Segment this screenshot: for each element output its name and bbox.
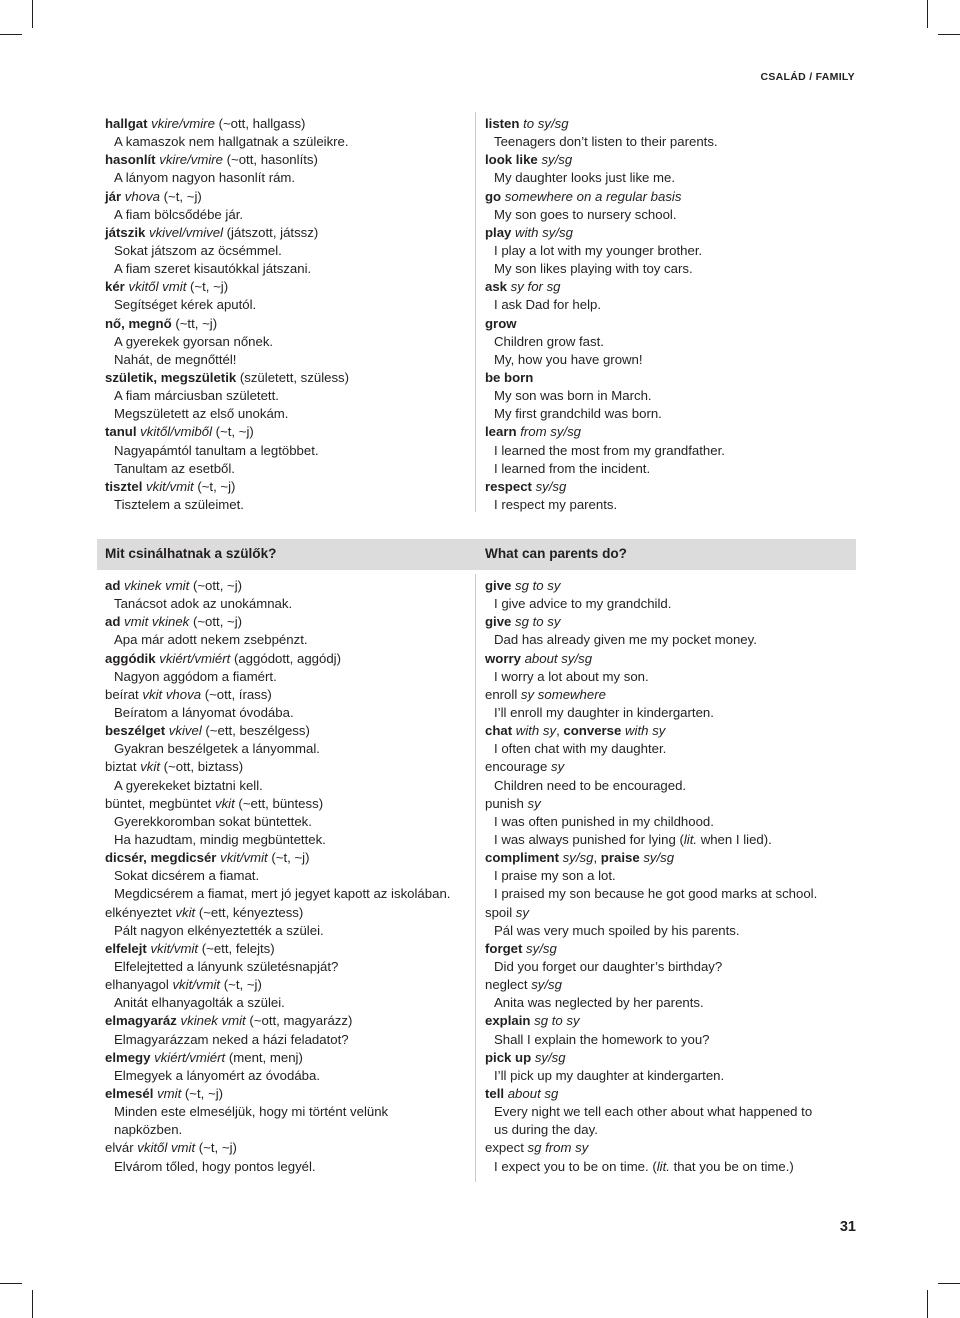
grammar-note: sg to sy (511, 578, 561, 593)
example-sentence: Ha hazudtam, mindig megbüntettek. (114, 831, 326, 847)
headword-entry (485, 1049, 855, 1067)
headword-entry (105, 904, 470, 922)
grammar-note: lit. (656, 1158, 670, 1174)
grammar-note: with sy/sg (511, 224, 573, 240)
section-heading-bar (97, 539, 856, 570)
grammar-note: sy/sg (527, 977, 562, 993)
headword: grow (485, 315, 517, 331)
section1-english-column (485, 115, 855, 514)
example-sentence: Anita was neglected by her parents. (494, 995, 704, 1011)
example-sentence: Nahát, de megnőttél! (114, 351, 237, 367)
headword-entry (105, 940, 470, 958)
inflection-text: (~ott, ~j) (189, 614, 243, 630)
example-sentence: I’ll enroll my daughter in kindergarten. (494, 704, 714, 720)
grammar-note: vkinek vmit (176, 1013, 246, 1029)
headword-entry (485, 478, 855, 496)
inflection-text: (~ott, írass) (201, 686, 272, 702)
headword-entry (105, 224, 470, 242)
example-sentence: Apa már adott nekem zsebpénzt. (114, 632, 308, 648)
inflection-text: neglect (485, 977, 528, 993)
example-sentence: Minden este elmeséljük, hogy mi történt velünk (114, 1104, 389, 1120)
grammar-note: vkit/vmit (216, 850, 268, 866)
example-sentence: A gyerekek gyorsan nőnek. (114, 333, 274, 349)
example-sentence: I praise my son a lot. (494, 868, 616, 884)
grammar-note: sy/sg (522, 940, 557, 956)
example-sentence: Pált nagyon elkényeztették a szülei. (114, 922, 324, 938)
example-sentence: I respect my parents. (494, 496, 618, 512)
crop-mark (0, 34, 22, 35)
inflection-text: beírat (105, 686, 139, 702)
inflection-text: (játszott, játssz) (223, 224, 319, 240)
example-sentence: Elmagyarázzam neked a házi feladatot? (114, 1031, 349, 1047)
example-sentence: A gyerekeket biztatni kell. (114, 777, 263, 793)
headword: ask (485, 279, 508, 295)
inflection-text: (~t, ~j) (220, 977, 262, 993)
headword: hallgat (105, 116, 148, 131)
inflection-text: that you be on time.) (669, 1158, 794, 1174)
headword: beszélget (105, 723, 166, 739)
inflection-text: spoil (485, 904, 513, 920)
inflection-text: expect (485, 1140, 524, 1156)
headword-entry (485, 758, 855, 776)
headword-entry (485, 1012, 855, 1030)
headword-entry (105, 188, 470, 206)
inflection-text: (~t, ~j) (160, 188, 202, 204)
column-divider (475, 112, 476, 512)
section-heading-english: What can parents do? (485, 546, 627, 561)
example-sentence: I ask Dad for help. (494, 297, 602, 313)
crop-mark (32, 0, 33, 28)
running-header: CSALÁD / FAMILY (760, 71, 855, 83)
headword: nő, megnő (105, 315, 172, 331)
example-sentence: I learned the most from my grandfather. (494, 442, 725, 458)
headword: forget (485, 940, 523, 956)
grammar-note: vkit/vmit (168, 977, 221, 993)
grammar-note: vkivel (165, 723, 202, 739)
inflection-text: (~t, ~j) (186, 279, 229, 295)
headword-entry (105, 613, 470, 631)
headword-entry (485, 1139, 855, 1157)
headword: tisztel (105, 478, 143, 494)
grammar-note: sy/sg (531, 1049, 566, 1065)
headword-entry (485, 369, 855, 387)
page-number: 31 (839, 1219, 856, 1235)
headword: elmesél (105, 1085, 154, 1101)
grammar-note: sy/sg (537, 152, 573, 168)
example-sentence: Sokat játszom az öcsémmel. (114, 242, 282, 258)
headword: chat (485, 723, 513, 739)
example-sentence: us during the day. (494, 1122, 598, 1138)
example-sentence: Children need to be encouraged. (494, 777, 687, 793)
grammar-note: vkit (211, 795, 235, 811)
grammar-note: vhova (121, 188, 160, 204)
grammar-note: vkire/vmire (155, 152, 223, 168)
headword: learn (485, 424, 517, 440)
headword: születik, megszületik (105, 369, 237, 385)
inflection-text: elkényeztet (105, 904, 172, 920)
inflection-text: elvár (105, 1140, 134, 1156)
headword: be born (485, 369, 534, 385)
headword: play (485, 224, 512, 240)
grammar-note: sg from sy (523, 1140, 589, 1156)
example-sentence: Did you forget our daughter’s birthday? (494, 958, 723, 974)
example-sentence: Teenagers don’t listen to their parents. (494, 134, 718, 150)
example-sentence: Children grow fast. (494, 333, 604, 349)
grammar-note: vkire/vmire (147, 116, 215, 131)
inflection-text: punish (485, 795, 524, 811)
headword: dicsér, megdicsér (105, 850, 217, 866)
inflection-text: (~ett, kényeztess) (195, 904, 304, 920)
headword-entry (105, 849, 470, 867)
headword: tell (485, 1085, 505, 1101)
example-sentence: A kamaszok nem hallgatnak a szüleikre. (114, 134, 349, 150)
example-sentence: Megdicsérem a fiamat, mert jó jegyet kapott az iskolában. (114, 886, 451, 902)
inflection-text: (~ett, felejts) (198, 940, 275, 956)
inflection-text: , (556, 723, 564, 739)
inflection-text: (~ett, beszélgess) (201, 723, 310, 739)
headword: hasonlít (105, 152, 156, 168)
headword-entry (485, 940, 855, 958)
headword-entry (105, 369, 470, 387)
example-sentence: A lányom nagyon hasonlít rám. (114, 170, 296, 186)
headword: jár (105, 188, 122, 204)
grammar-note: lit. (683, 831, 698, 847)
example-sentence: Elmegyek a lányomért az óvodába. (114, 1067, 320, 1083)
crop-mark (927, 0, 928, 28)
inflection-text: I was always punished for lying ( (494, 831, 684, 847)
example-sentence: A fiam bölcsődébe jár. (114, 206, 244, 222)
example-sentence: Segítséget kérek aputól. (114, 297, 257, 313)
example-sentence: A fiam szeret kisautókkal játszani. (114, 261, 312, 277)
example-sentence: I give advice to my grandchild. (494, 596, 672, 612)
example-sentence: Sokat dicsérem a fiamat. (114, 868, 260, 884)
example-sentence: Anitát elhanyagolták a szülei. (114, 995, 285, 1011)
headword: give (485, 614, 512, 630)
grammar-note: sg to sy (511, 614, 561, 630)
example-sentence: Megszületett az első unokám. (114, 406, 289, 422)
inflection-text: I expect you to be on time. ( (494, 1158, 657, 1174)
crop-mark (938, 1283, 960, 1284)
grammar-note: sy/sg (559, 850, 594, 866)
headword-entry (485, 577, 855, 595)
grammar-note: about sy/sg (520, 650, 593, 666)
example-sentence: Pál was very much spoiled by his parents. (494, 922, 740, 938)
headword: ad (105, 578, 121, 593)
grammar-note: vkitől vmit (133, 1140, 196, 1156)
headword-entry (105, 1085, 470, 1103)
headword: elmagyaráz (105, 1013, 177, 1029)
inflection-text: enroll (485, 686, 518, 702)
inflection-text: (~t, ~j) (195, 1140, 237, 1156)
example-sentence: I was often punished in my childhood. (494, 813, 714, 829)
headword-entry (105, 686, 470, 704)
example-sentence: Gyakran beszélgetek a lányommal. (114, 741, 320, 757)
headword: kér (105, 279, 125, 295)
example-sentence: Tisztelem a szüleimet. (114, 496, 244, 512)
example-sentence: Beíratom a lányomat óvodába. (114, 704, 294, 720)
crop-mark (32, 1290, 33, 1318)
example-sentence: napközben. (114, 1122, 183, 1138)
inflection-text: encourage (485, 759, 548, 775)
headword-entry (485, 115, 855, 133)
example-sentence: I learned from the incident. (494, 460, 651, 476)
example-sentence: Elvárom tőled, hogy pontos legyél. (114, 1158, 316, 1174)
grammar-note: from sy/sg (516, 424, 582, 440)
headword: compliment (485, 850, 560, 866)
headword-entry (485, 686, 855, 704)
inflection-text: when I lied). (697, 831, 772, 847)
grammar-note: sy (523, 795, 541, 811)
inflection-text: (~ott, biztass) (159, 759, 244, 775)
example-sentence: My son goes to nursery school. (494, 206, 677, 222)
grammar-note: sy (547, 759, 565, 775)
headword-entry (105, 650, 470, 668)
grammar-note: somewhere on a regular basis (501, 188, 682, 204)
inflection-text: (ment, menj) (225, 1049, 303, 1065)
headword: give (485, 578, 512, 593)
grammar-note: vkit (136, 759, 160, 775)
headword-entry (485, 650, 855, 668)
headword-entry (485, 904, 855, 922)
example-sentence: Nagyon aggódom a fiamért. (114, 668, 277, 684)
headword-entry (485, 722, 855, 740)
inflection-text: büntet, megbüntet (105, 795, 212, 811)
section2-hungarian-column (105, 577, 470, 1176)
grammar-note: sy (512, 904, 529, 920)
inflection-text: (aggódott, aggódj) (230, 650, 342, 666)
headword-entry (105, 278, 470, 296)
grammar-note: sy for sg (507, 279, 561, 295)
headword-entry (485, 849, 855, 867)
headword-entry (485, 1085, 855, 1103)
headword-entry (485, 976, 855, 994)
inflection-text: (~ott, hallgass) (214, 116, 306, 131)
headword-entry (105, 315, 470, 333)
example-sentence: My, how you have grown! (494, 351, 643, 367)
section2-english-column (485, 577, 855, 1176)
grammar-note: vkit vhova (138, 686, 202, 702)
grammar-note: with sy (621, 723, 666, 739)
example-sentence: A fiam márciusban született. (114, 388, 279, 404)
grammar-note: with sy (512, 723, 557, 739)
headword-entry (105, 115, 470, 133)
headword-entry (485, 315, 855, 333)
example-sentence: Tanácsot adok az unokámnak. (114, 596, 293, 612)
crop-mark (927, 1290, 928, 1318)
headword-entry (105, 151, 470, 169)
grammar-note: vkit/vmit (146, 940, 199, 956)
inflection-text: (~ott, ~j) (189, 578, 243, 593)
headword-entry (105, 1012, 470, 1030)
headword: worry (485, 650, 521, 666)
grammar-note: vkitől vmit (124, 279, 187, 295)
inflection-text: (született, szüless) (236, 369, 350, 385)
headword-entry (105, 795, 470, 813)
headword: tanul (105, 424, 137, 440)
grammar-note: vkit/vmit (142, 478, 194, 494)
inflection-text: , (593, 850, 601, 866)
example-sentence: I praised my son because he got good marks at school. (494, 886, 818, 902)
headword-entry (485, 224, 855, 242)
example-sentence: Nagyapámtól tanultam a legtöbbet. (114, 442, 319, 458)
example-sentence: Dad has already given me my pocket money. (494, 632, 757, 648)
grammar-note: vkivel/vmivel (145, 224, 223, 240)
example-sentence: I’ll pick up my daughter at kindergarten. (494, 1067, 725, 1083)
grammar-note: vkiért/vmiért (150, 1049, 226, 1065)
headword: respect (485, 478, 532, 494)
section-heading-hungarian: Mit csinálhatnak a szülők? (105, 546, 277, 561)
headword-entry (105, 1139, 470, 1157)
inflection-text: (~tt, ~j) (171, 315, 218, 331)
grammar-note: sy/sg (639, 850, 675, 866)
example-sentence (485, 831, 855, 849)
headword: praise (600, 850, 640, 866)
inflection-text: biztat (105, 759, 137, 775)
headword: converse (563, 723, 622, 739)
headword-entry (105, 478, 470, 496)
grammar-note: vmit (153, 1085, 182, 1101)
example-sentence: Gyerekkoromban sokat büntettek. (114, 813, 312, 829)
example-sentence: Every night we tell each other about what happened to (494, 1104, 813, 1120)
example-sentence: My daughter looks just like me. (494, 170, 676, 186)
example-sentence (485, 1158, 855, 1176)
headword-entry (485, 795, 855, 813)
grammar-note: about sg (504, 1085, 559, 1101)
example-sentence: I worry a lot about my son. (494, 668, 649, 684)
grammar-note: sy somewhere (517, 686, 606, 702)
headword-entry (485, 613, 855, 631)
example-sentence: I play a lot with my younger brother. (494, 242, 703, 258)
example-sentence: My son likes playing with toy cars. (494, 261, 693, 277)
grammar-note: vkiért/vmiért (155, 650, 231, 666)
grammar-note: vkitől/vmiből (136, 424, 212, 440)
headword: listen (485, 116, 520, 131)
inflection-text: (~t, ~j) (181, 1085, 224, 1101)
headword-entry (485, 423, 855, 441)
inflection-text: (~t, ~j) (267, 850, 310, 866)
inflection-text: (~t, ~j) (193, 478, 236, 494)
headword-entry (105, 976, 470, 994)
headword: ad (105, 614, 121, 630)
headword-entry (485, 151, 855, 169)
headword: aggódik (105, 650, 156, 666)
grammar-note: vkinek vmit (120, 578, 190, 593)
headword-entry (485, 188, 855, 206)
column-divider (475, 574, 476, 1182)
inflection-text: (~ott, hasonlíts) (222, 152, 318, 168)
example-sentence: My first grandchild was born. (494, 406, 662, 422)
grammar-note: sg to sy (530, 1013, 580, 1029)
headword-entry (105, 758, 470, 776)
headword: pick up (485, 1049, 532, 1065)
example-sentence: Shall I explain the homework to you? (494, 1031, 710, 1047)
inflection-text: (~ott, magyarázz) (245, 1013, 353, 1029)
section1-hungarian-column (105, 115, 470, 514)
grammar-note: vmit vkinek (120, 614, 190, 630)
example-sentence: I often chat with my daughter. (494, 741, 667, 757)
headword-entry (485, 278, 855, 296)
headword: go (485, 188, 502, 204)
grammar-note: vkit (171, 904, 196, 920)
example-sentence: My son was born in March. (494, 388, 652, 404)
headword: elfelejt (105, 940, 147, 956)
example-sentence: Tanultam az esetből. (114, 460, 235, 476)
headword: elmegy (105, 1049, 151, 1065)
headword-entry (105, 722, 470, 740)
inflection-text: elhanyagol (105, 977, 169, 993)
grammar-note: to sy/sg (519, 116, 569, 131)
headword-entry (105, 577, 470, 595)
example-sentence: Elfelejtetted a lányunk születésnapját? (114, 958, 339, 974)
crop-mark (0, 1283, 22, 1284)
crop-mark (938, 34, 960, 35)
grammar-note: sy/sg (531, 478, 567, 494)
headword-entry (105, 1049, 470, 1067)
headword: játszik (105, 224, 146, 240)
headword: explain (485, 1013, 531, 1029)
inflection-text: (~ett, büntess) (234, 795, 324, 811)
headword-entry (105, 423, 470, 441)
inflection-text: (~t, ~j) (212, 424, 254, 440)
headword: look like (485, 152, 538, 168)
